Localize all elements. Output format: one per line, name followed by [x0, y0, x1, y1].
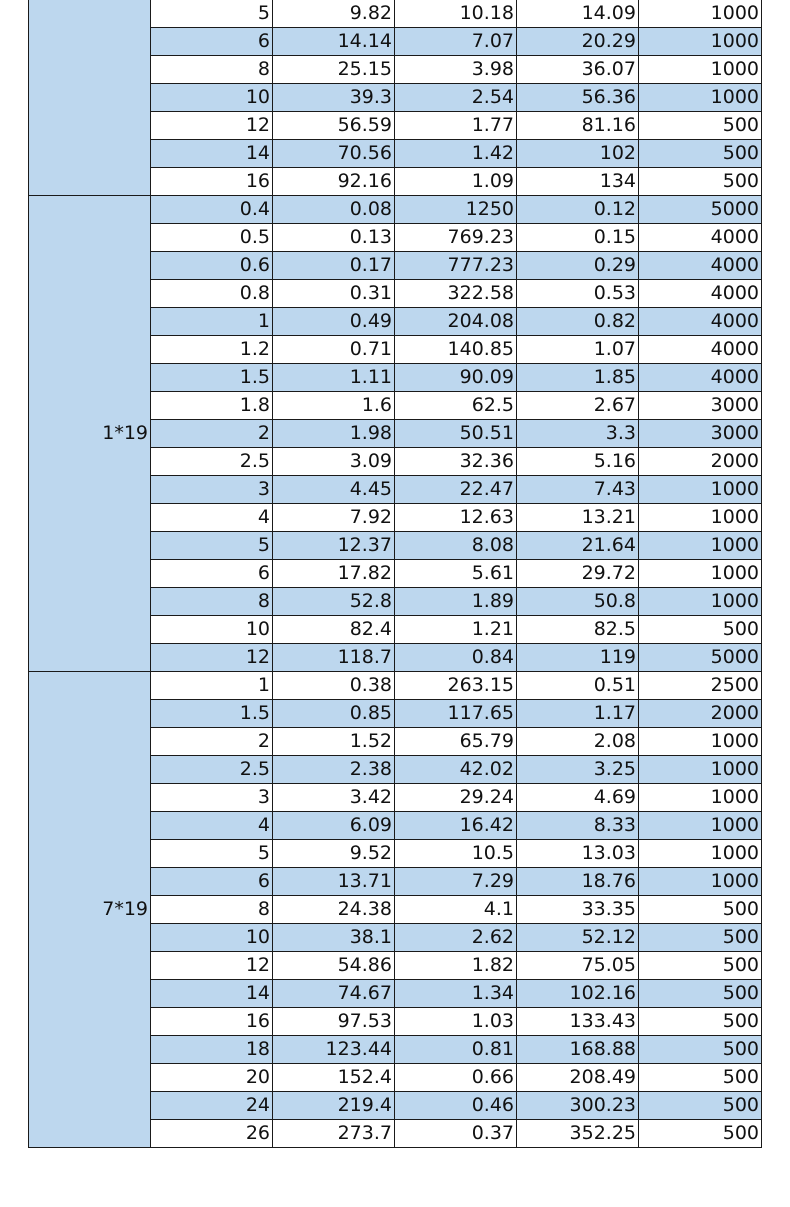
- table-cell-col2: 6.09: [273, 812, 395, 840]
- table-cell-col4: 102.16: [517, 980, 639, 1008]
- table-cell-col2: 97.53: [273, 1008, 395, 1036]
- table-cell-col1: 10: [151, 616, 273, 644]
- table-cell-col2: 0.85: [273, 700, 395, 728]
- table-cell-col1: 0.4: [151, 196, 273, 224]
- table-cell-col5: 4000: [639, 280, 762, 308]
- group-label-cell: [29, 0, 151, 196]
- table-cell-col4: 36.07: [517, 56, 639, 84]
- table-cell-col1: 1.8: [151, 392, 273, 420]
- table-cell-col4: 0.12: [517, 196, 639, 224]
- table-cell-col2: 17.82: [273, 560, 395, 588]
- table-cell-col4: 1.17: [517, 700, 639, 728]
- table-cell-col1: 1.5: [151, 700, 273, 728]
- table-row: [29, 672, 762, 700]
- table-cell-col5: 500: [639, 112, 762, 140]
- table-cell-col1: 14: [151, 980, 273, 1008]
- table-cell-col1: 1.5: [151, 364, 273, 392]
- table-cell-col3: 204.08: [395, 308, 517, 336]
- table-cell-col5: 1000: [639, 756, 762, 784]
- table-cell-col5: 1000: [639, 532, 762, 560]
- table-cell-col4: 168.88: [517, 1036, 639, 1064]
- table-cell-col2: 1.98: [273, 420, 395, 448]
- table-cell-col5: 5000: [639, 644, 762, 672]
- table-cell-col1: 0.6: [151, 252, 273, 280]
- table-cell-col4: 18.76: [517, 868, 639, 896]
- table-cell-col3: 4.1: [395, 896, 517, 924]
- table-cell-col4: 300.23: [517, 1092, 639, 1120]
- table-cell-col3: 1.77: [395, 112, 517, 140]
- table-cell-col1: 5: [151, 532, 273, 560]
- table-cell-col1: 1: [151, 672, 273, 700]
- table-cell-col1: 12: [151, 644, 273, 672]
- table-cell-col4: 3.3: [517, 420, 639, 448]
- table-cell-col1: 2.5: [151, 756, 273, 784]
- table-cell-col4: 5.16: [517, 448, 639, 476]
- table-cell-col5: 1000: [639, 560, 762, 588]
- table-row: [29, 196, 762, 224]
- table-cell-col2: 4.45: [273, 476, 395, 504]
- table-cell-col1: 8: [151, 56, 273, 84]
- table-cell-col4: 13.21: [517, 504, 639, 532]
- table-cell-col4: 8.33: [517, 812, 639, 840]
- table-cell-col2: 38.1: [273, 924, 395, 952]
- table-cell-col1: 1: [151, 308, 273, 336]
- table-cell-col3: 1.89: [395, 588, 517, 616]
- table-cell-col5: 3000: [639, 420, 762, 448]
- table-cell-col4: 7.43: [517, 476, 639, 504]
- table-cell-col3: 90.09: [395, 364, 517, 392]
- table-cell-col5: 5000: [639, 196, 762, 224]
- table-cell-col4: 82.5: [517, 616, 639, 644]
- table-cell-col2: 0.13: [273, 224, 395, 252]
- table-cell-col1: 1.2: [151, 336, 273, 364]
- table-cell-col2: 9.82: [273, 0, 395, 28]
- table-cell-col5: 2000: [639, 448, 762, 476]
- table-cell-col2: 24.38: [273, 896, 395, 924]
- table-row: [29, 0, 762, 28]
- table-cell-col5: 500: [639, 1092, 762, 1120]
- table-cell-col5: 500: [639, 140, 762, 168]
- table-cell-col1: 4: [151, 504, 273, 532]
- table-cell-col5: 500: [639, 952, 762, 980]
- table-cell-col2: 52.8: [273, 588, 395, 616]
- table-cell-col3: 0.66: [395, 1064, 517, 1092]
- table-cell-col4: 13.03: [517, 840, 639, 868]
- table-cell-col1: 8: [151, 896, 273, 924]
- table-cell-col4: 52.12: [517, 924, 639, 952]
- table-cell-col2: 2.38: [273, 756, 395, 784]
- table-cell-col2: 0.49: [273, 308, 395, 336]
- table-cell-col3: 2.62: [395, 924, 517, 952]
- table-cell-col4: 21.64: [517, 532, 639, 560]
- table-cell-col4: 3.25: [517, 756, 639, 784]
- table-cell-col3: 32.36: [395, 448, 517, 476]
- table-cell-col4: 2.08: [517, 728, 639, 756]
- table-cell-col5: 500: [639, 1036, 762, 1064]
- table-cell-col5: 1000: [639, 28, 762, 56]
- table-cell-col1: 8: [151, 588, 273, 616]
- table-cell-col1: 3: [151, 476, 273, 504]
- table-cell-col1: 14: [151, 140, 273, 168]
- table-cell-col5: 1000: [639, 56, 762, 84]
- table-cell-col2: 56.59: [273, 112, 395, 140]
- table-cell-col4: 14.09: [517, 0, 639, 28]
- table-cell-col3: 0.37: [395, 1120, 517, 1148]
- table-cell-col5: 1000: [639, 588, 762, 616]
- table-cell-col3: 8.08: [395, 532, 517, 560]
- table-cell-col2: 1.52: [273, 728, 395, 756]
- table-cell-col4: 0.82: [517, 308, 639, 336]
- table-cell-col5: 500: [639, 980, 762, 1008]
- table-cell-col5: 500: [639, 168, 762, 196]
- table-cell-col4: 352.25: [517, 1120, 639, 1148]
- table-cell-col5: 500: [639, 896, 762, 924]
- table-cell-col3: 1.82: [395, 952, 517, 980]
- table-cell-col4: 1.85: [517, 364, 639, 392]
- table-cell-col3: 1.09: [395, 168, 517, 196]
- table-cell-col4: 133.43: [517, 1008, 639, 1036]
- table-cell-col1: 0.8: [151, 280, 273, 308]
- table-cell-col1: 0.5: [151, 224, 273, 252]
- table-cell-col1: 10: [151, 924, 273, 952]
- table-cell-col2: 92.16: [273, 168, 395, 196]
- table-cell-col1: 5: [151, 0, 273, 28]
- table-cell-col3: 0.46: [395, 1092, 517, 1120]
- table-cell-col3: 3.98: [395, 56, 517, 84]
- table-cell-col3: 7.07: [395, 28, 517, 56]
- group-label-cell: 7*19: [29, 672, 151, 1148]
- table-cell-col5: 2000: [639, 700, 762, 728]
- table-cell-col3: 7.29: [395, 868, 517, 896]
- table-cell-col5: 4000: [639, 364, 762, 392]
- table-cell-col3: 50.51: [395, 420, 517, 448]
- table-cell-col5: 500: [639, 924, 762, 952]
- table-cell-col4: 20.29: [517, 28, 639, 56]
- table-cell-col2: 1.11: [273, 364, 395, 392]
- table-cell-col4: 81.16: [517, 112, 639, 140]
- table-cell-col3: 1250: [395, 196, 517, 224]
- table-cell-col1: 20: [151, 1064, 273, 1092]
- table-cell-col1: 26: [151, 1120, 273, 1148]
- table-cell-col5: 1000: [639, 476, 762, 504]
- table-cell-col2: 14.14: [273, 28, 395, 56]
- table-cell-col2: 0.31: [273, 280, 395, 308]
- table-cell-col1: 18: [151, 1036, 273, 1064]
- table-cell-col4: 2.67: [517, 392, 639, 420]
- table-cell-col3: 12.63: [395, 504, 517, 532]
- table-cell-col1: 2: [151, 420, 273, 448]
- table-cell-col5: 4000: [639, 308, 762, 336]
- table-cell-col3: 2.54: [395, 84, 517, 112]
- table-cell-col2: 70.56: [273, 140, 395, 168]
- table-cell-col5: 1000: [639, 868, 762, 896]
- table-cell-col2: 1.6: [273, 392, 395, 420]
- table-cell-col1: 6: [151, 868, 273, 896]
- table-cell-col5: 1000: [639, 784, 762, 812]
- table-cell-col2: 123.44: [273, 1036, 395, 1064]
- table-cell-col4: 56.36: [517, 84, 639, 112]
- table-cell-col3: 140.85: [395, 336, 517, 364]
- table-cell-col1: 24: [151, 1092, 273, 1120]
- table-cell-col5: 1000: [639, 0, 762, 28]
- table-cell-col3: 10.18: [395, 0, 517, 28]
- table-cell-col2: 7.92: [273, 504, 395, 532]
- table-cell-col2: 0.38: [273, 672, 395, 700]
- table-cell-col3: 22.47: [395, 476, 517, 504]
- table-cell-col1: 16: [151, 1008, 273, 1036]
- table-cell-col4: 208.49: [517, 1064, 639, 1092]
- table-cell-col4: 0.29: [517, 252, 639, 280]
- table-cell-col5: 500: [639, 1120, 762, 1148]
- spec-table-body: [29, 0, 762, 1148]
- table-cell-col3: 777.23: [395, 252, 517, 280]
- table-cell-col2: 3.09: [273, 448, 395, 476]
- table-cell-col4: 4.69: [517, 784, 639, 812]
- table-cell-col4: 119: [517, 644, 639, 672]
- table-cell-col5: 4000: [639, 252, 762, 280]
- table-cell-col5: 1000: [639, 812, 762, 840]
- table-cell-col2: 0.08: [273, 196, 395, 224]
- table-cell-col2: 12.37: [273, 532, 395, 560]
- table-cell-col1: 4: [151, 812, 273, 840]
- table-cell-col1: 2: [151, 728, 273, 756]
- table-cell-col3: 0.84: [395, 644, 517, 672]
- table-cell-col3: 117.65: [395, 700, 517, 728]
- table-cell-col4: 0.53: [517, 280, 639, 308]
- table-cell-col5: 1000: [639, 728, 762, 756]
- table-cell-col3: 42.02: [395, 756, 517, 784]
- table-cell-col1: 3: [151, 784, 273, 812]
- table-cell-col2: 74.67: [273, 980, 395, 1008]
- table-cell-col3: 29.24: [395, 784, 517, 812]
- table-cell-col1: 6: [151, 560, 273, 588]
- table-cell-col3: 769.23: [395, 224, 517, 252]
- table-cell-col2: 9.52: [273, 840, 395, 868]
- table-cell-col5: 4000: [639, 336, 762, 364]
- table-cell-col2: 82.4: [273, 616, 395, 644]
- table-cell-col3: 10.5: [395, 840, 517, 868]
- table-cell-col2: 0.71: [273, 336, 395, 364]
- table-cell-col5: 2500: [639, 672, 762, 700]
- spec-table: [28, 0, 762, 1148]
- table-cell-col4: 50.8: [517, 588, 639, 616]
- table-cell-col2: 54.86: [273, 952, 395, 980]
- table-cell-col4: 33.35: [517, 896, 639, 924]
- table-cell-col4: 0.15: [517, 224, 639, 252]
- group-label-cell: 1*19: [29, 196, 151, 672]
- table-cell-col1: 12: [151, 952, 273, 980]
- table-cell-col2: 13.71: [273, 868, 395, 896]
- table-cell-col3: 263.15: [395, 672, 517, 700]
- table-cell-col3: 16.42: [395, 812, 517, 840]
- table-cell-col2: 0.17: [273, 252, 395, 280]
- table-cell-col2: 3.42: [273, 784, 395, 812]
- table-cell-col3: 1.03: [395, 1008, 517, 1036]
- table-cell-col3: 1.34: [395, 980, 517, 1008]
- table-cell-col5: 4000: [639, 224, 762, 252]
- table-cell-col4: 1.07: [517, 336, 639, 364]
- table-cell-col5: 3000: [639, 392, 762, 420]
- table-cell-col3: 62.5: [395, 392, 517, 420]
- table-cell-col3: 5.61: [395, 560, 517, 588]
- table-cell-col2: 273.7: [273, 1120, 395, 1148]
- table-cell-col3: 1.42: [395, 140, 517, 168]
- table-cell-col2: 39.3: [273, 84, 395, 112]
- table-cell-col4: 134: [517, 168, 639, 196]
- table-cell-col3: 0.81: [395, 1036, 517, 1064]
- table-cell-col4: 0.51: [517, 672, 639, 700]
- table-cell-col2: 25.15: [273, 56, 395, 84]
- table-cell-col2: 118.7: [273, 644, 395, 672]
- table-cell-col2: 219.4: [273, 1092, 395, 1120]
- table-cell-col3: 1.21: [395, 616, 517, 644]
- table-cell-col5: 1000: [639, 84, 762, 112]
- table-cell-col1: 10: [151, 84, 273, 112]
- table-cell-col1: 6: [151, 28, 273, 56]
- table-cell-col5: 1000: [639, 840, 762, 868]
- table-cell-col1: 5: [151, 840, 273, 868]
- table-cell-col5: 500: [639, 1064, 762, 1092]
- table-cell-col3: 322.58: [395, 280, 517, 308]
- table-cell-col4: 102: [517, 140, 639, 168]
- table-cell-col1: 16: [151, 168, 273, 196]
- table-cell-col5: 500: [639, 1008, 762, 1036]
- table-cell-col1: 12: [151, 112, 273, 140]
- table-cell-col1: 2.5: [151, 448, 273, 476]
- table-cell-col5: 500: [639, 616, 762, 644]
- table-cell-col5: 1000: [639, 504, 762, 532]
- table-cell-col4: 75.05: [517, 952, 639, 980]
- table-cell-col3: 65.79: [395, 728, 517, 756]
- table-cell-col2: 152.4: [273, 1064, 395, 1092]
- table-cell-col4: 29.72: [517, 560, 639, 588]
